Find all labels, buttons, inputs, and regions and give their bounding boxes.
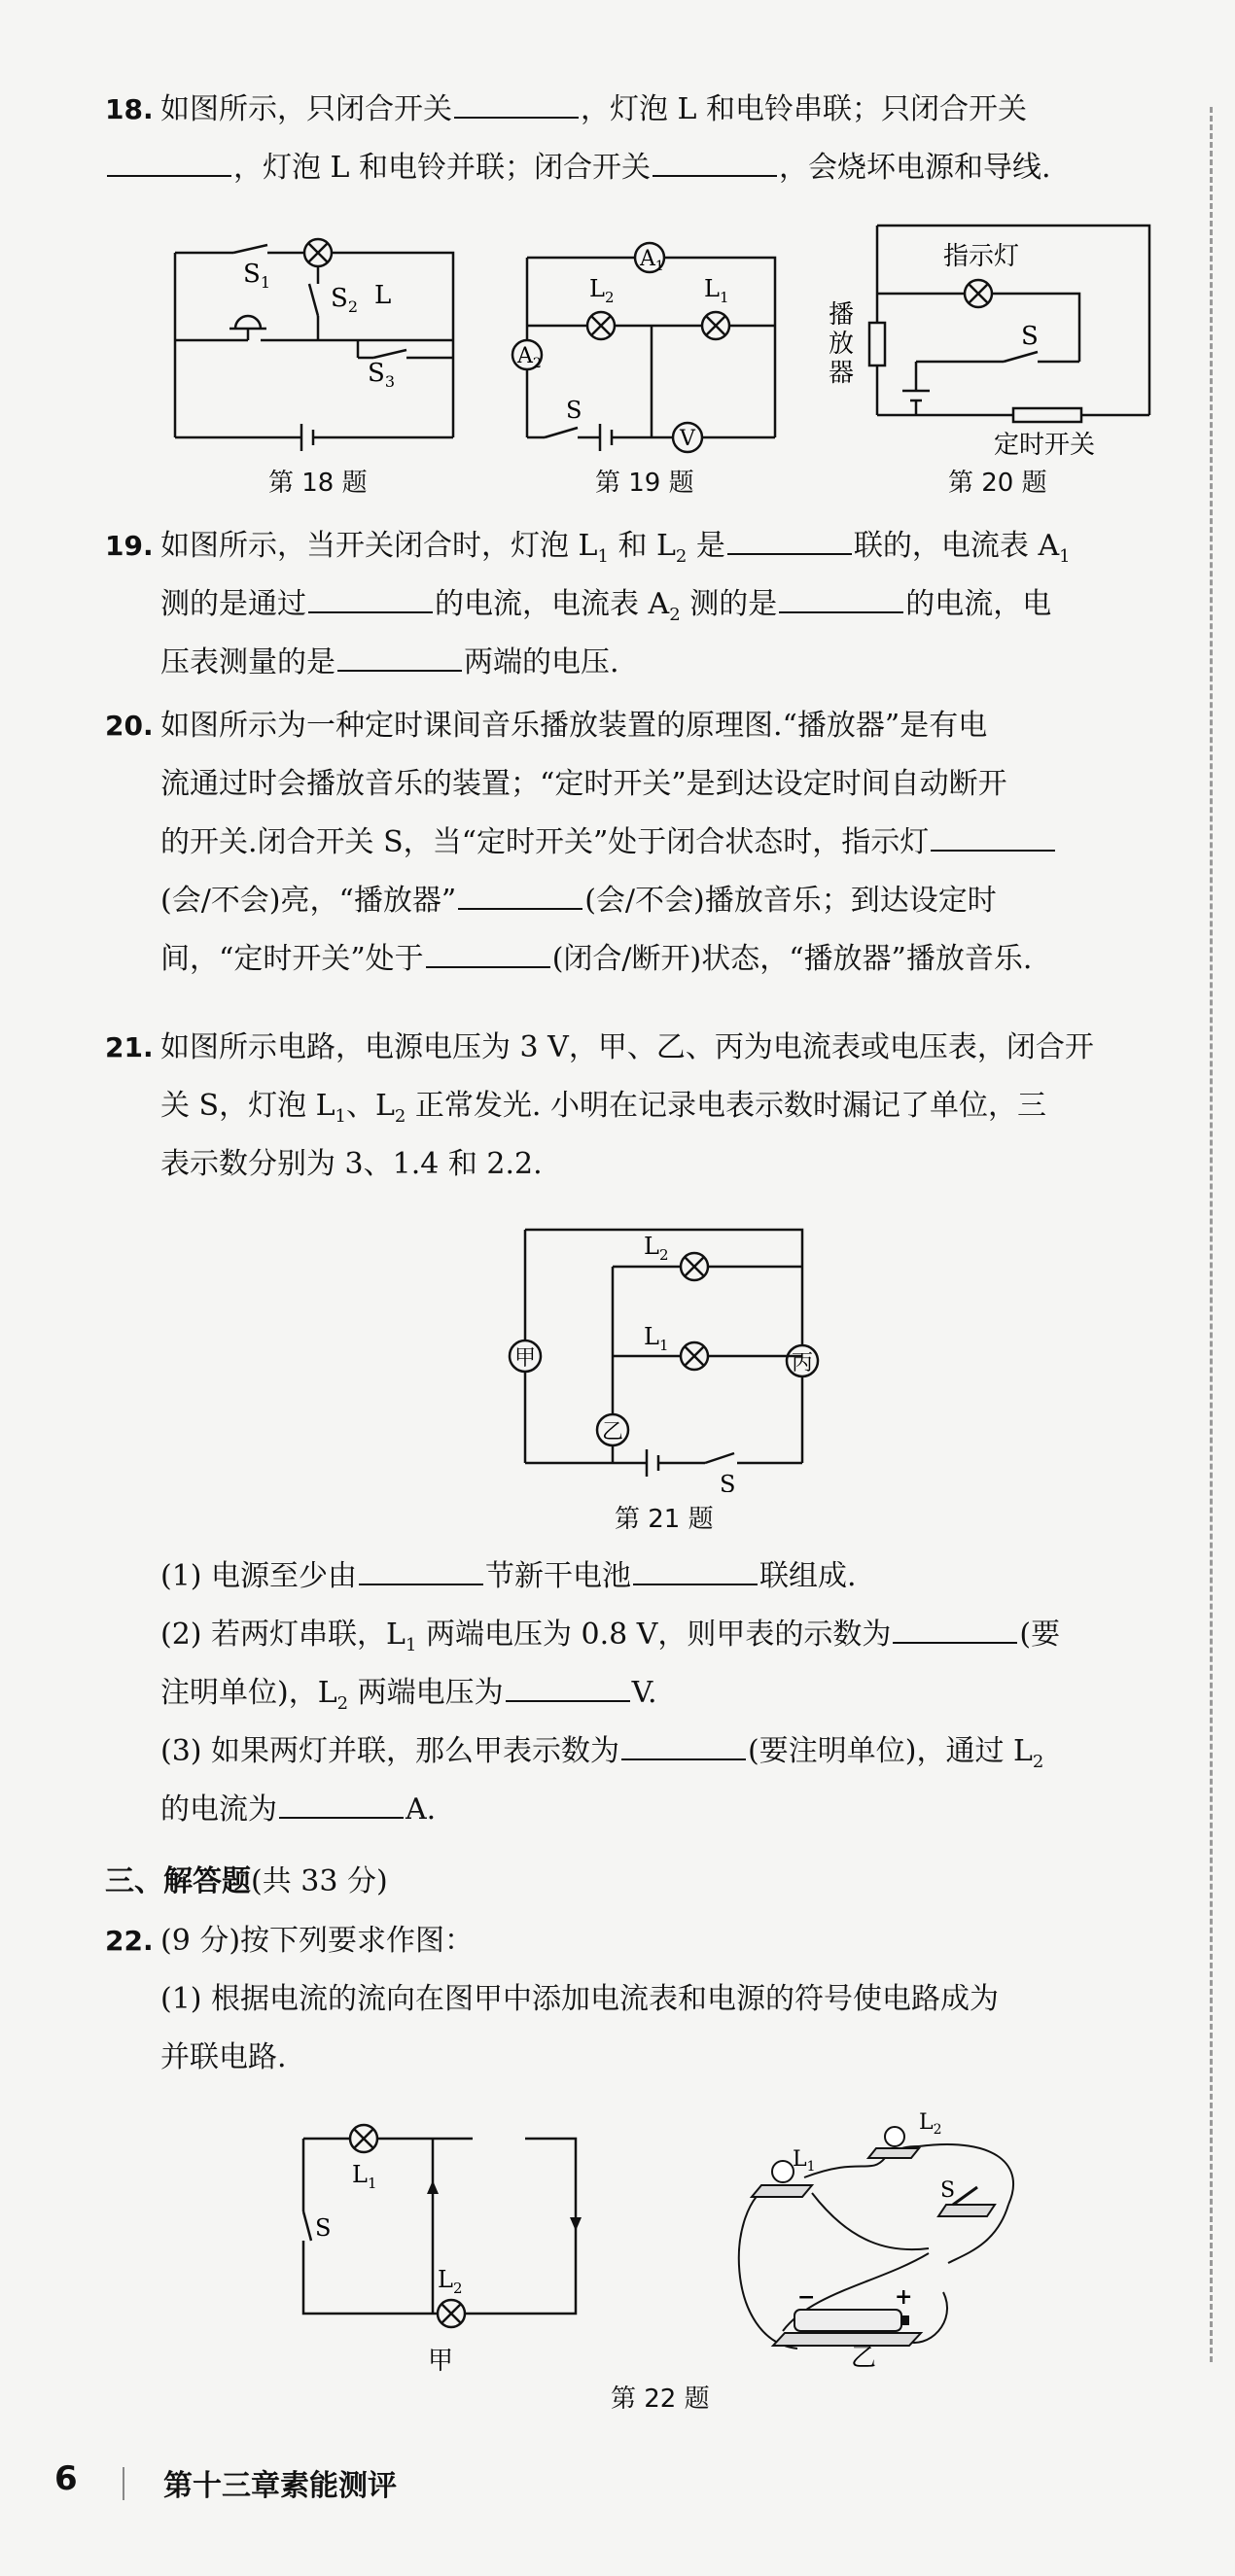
text: 、L	[346, 1089, 395, 1123]
text: (要注明单位)，通过 L	[748, 1734, 1033, 1768]
text: ，灯泡 L 和电铃串联；只闭合开关	[581, 92, 1027, 126]
text: V.	[631, 1676, 657, 1710]
question-number: 21.	[105, 1031, 154, 1063]
text: (会/不会)亮，“播放器”	[160, 884, 457, 918]
chapter-title: 第十三章素能测评	[163, 2469, 397, 2503]
subscript: 2	[1032, 1752, 1044, 1772]
text: ，灯泡 L 和电铃并联；闭合开关	[233, 151, 651, 185]
text: 联组成.	[759, 1559, 857, 1593]
switch-s-label: S	[566, 397, 582, 424]
text: 两端电压为	[348, 1676, 504, 1710]
answer-blank[interactable]	[458, 879, 582, 910]
text: 的电流为	[160, 1793, 277, 1827]
voltmeter-v-label: V	[680, 427, 695, 451]
text: (1) 根据电流的流向在图甲中添加电流表和电源的符号使电路成为	[160, 1982, 1000, 2016]
answer-blank[interactable]	[653, 146, 777, 177]
answer-blank[interactable]	[337, 641, 462, 672]
figure-21-circuit	[486, 1220, 836, 1492]
text: 正常发光. 小明在记录电表示数时漏记了单位，三	[406, 1089, 1046, 1123]
subscript: 2	[669, 605, 681, 625]
section-heading	[105, 1853, 388, 1911]
text: (闭合/断开)状态，“播放器”播放音乐.	[551, 942, 1033, 976]
answer-blank[interactable]	[454, 87, 579, 119]
text: 两端的电压.	[464, 645, 619, 679]
switch-s-label: S	[1021, 322, 1039, 351]
meter-jia-label: 甲	[514, 1346, 537, 1371]
lamp-l2-label: $L_2$	[644, 1233, 669, 1264]
figure-22-yi-physical-circuit	[705, 2107, 1036, 2370]
meter-bing-label: 丙	[792, 1351, 814, 1375]
section-points: (共 33 分)	[251, 1864, 388, 1898]
text: 节新干电池	[485, 1559, 632, 1593]
answer-blank[interactable]	[893, 1613, 1017, 1644]
section-title: 三、解答题	[105, 1864, 251, 1898]
text: 如图所示，当开关闭合时，灯泡 L	[160, 529, 598, 563]
question-21	[105, 1019, 1175, 1194]
timer-switch-label: 定时开关	[994, 431, 1096, 460]
text: 如图所示为一种定时课间音乐播放装置的原理图.“播放器”是有电	[160, 709, 988, 743]
question-19	[105, 517, 1175, 692]
text: 的开关.闭合开关 S，当“定时开关”处于闭合状态时，指示灯	[160, 825, 930, 859]
question-number: 22.	[105, 1925, 154, 1957]
figure-yi-label: 乙	[851, 2344, 877, 2370]
meter-yi-label: 乙	[602, 1420, 624, 1445]
indicator-lamp-label: 指示灯	[943, 242, 1020, 271]
text: 表示数分别为 3、1.4 和 2.2.	[160, 1147, 543, 1181]
text: 联的，电流表 A	[853, 529, 1060, 563]
ammeter-a2-label: $A_2$	[517, 344, 542, 371]
lamp-l1-label: $L_1$	[704, 275, 729, 306]
player-label-1: 播	[829, 300, 855, 330]
switch-s1-label: $S_1$	[243, 260, 270, 292]
text: (会/不会)播放音乐；到达设定时	[584, 884, 997, 918]
text: 和 L	[608, 529, 676, 563]
binding-edge	[1210, 107, 1216, 2362]
question-18	[105, 81, 1175, 197]
text: 并联电路.	[160, 2040, 287, 2074]
switch-s2-label: $S_2$	[331, 284, 358, 316]
answer-blank[interactable]	[308, 582, 433, 613]
question-number: 18.	[105, 93, 154, 125]
answer-blank[interactable]	[621, 1729, 746, 1760]
switch-s-label: S	[315, 2214, 332, 2242]
answer-blank[interactable]	[359, 1554, 483, 1585]
figure-18-caption: 第 18 题	[268, 469, 368, 498]
text: (2) 若两灯串联，L	[160, 1618, 406, 1652]
text: 关 S，灯泡 L	[160, 1089, 335, 1123]
answer-blank[interactable]	[931, 820, 1055, 852]
text: 测的是	[680, 587, 778, 621]
lamp-l2-label: $L_2$	[589, 275, 615, 306]
current-arrow-up-icon	[427, 2180, 439, 2194]
answer-blank[interactable]	[426, 937, 550, 968]
subscript: 2	[675, 546, 688, 567]
figure-18-circuit	[165, 224, 467, 467]
figure-19-circuit	[508, 233, 799, 467]
player-label-2: 放	[829, 330, 855, 359]
text: 是	[687, 529, 725, 563]
lamp-l2-holder	[868, 2127, 919, 2158]
question-20	[105, 697, 1175, 989]
switch-s3-label: $S_3$	[368, 359, 395, 391]
subscript: 1	[597, 546, 609, 567]
text: 注明单位)，L	[160, 1676, 337, 1710]
lamp-l2-label: $L_2$	[438, 2266, 463, 2297]
text: 的电流，电流表 A	[435, 587, 670, 621]
answer-blank[interactable]	[279, 1788, 404, 1819]
lamp-l1-label: $L_1$	[352, 2161, 377, 2192]
player-label-3: 器	[829, 359, 855, 388]
text: (要	[1019, 1618, 1061, 1652]
figure-22-caption: 第 22 题	[611, 2385, 710, 2414]
figure-21-caption: 第 21 题	[615, 1505, 714, 1534]
battery-minus-label: −	[797, 2284, 816, 2310]
page-number: 6	[54, 2459, 78, 2498]
text: 流通过时会播放音乐的装置；“定时开关”是到达设定时间自动断开	[160, 767, 1007, 801]
text: (3) 如果两灯并联，那么甲表示数为	[160, 1734, 620, 1768]
text: 的电流，电	[905, 587, 1052, 621]
question-number: 20.	[105, 710, 154, 742]
figure-19-caption: 第 19 题	[595, 469, 694, 498]
question-21-parts	[160, 1548, 1175, 1839]
lamp-l2-label: $L_2$	[919, 2110, 942, 2138]
battery-holder	[773, 2310, 921, 2346]
lamp-l-label: L	[374, 281, 392, 310]
footer-divider	[123, 2467, 124, 2500]
ammeter-a1-label: $A_1$	[640, 247, 664, 274]
answer-blank[interactable]	[727, 524, 852, 555]
text: 压表测量的是	[160, 645, 335, 679]
subscript: 1	[1059, 546, 1071, 567]
answer-blank[interactable]	[107, 146, 231, 177]
switch-s-label: S	[720, 1471, 736, 1492]
figure-20-caption: 第 20 题	[948, 469, 1047, 498]
answer-blank[interactable]	[633, 1554, 758, 1585]
subscript: 1	[405, 1635, 417, 1655]
current-arrow-down-icon	[570, 2217, 582, 2231]
subscript: 1	[335, 1106, 346, 1127]
text: 测的是通过	[160, 587, 306, 621]
answer-blank[interactable]	[506, 1671, 630, 1702]
question-22	[105, 1912, 1175, 2087]
text: 两端电压为 0.8 V，则甲表的示数为	[416, 1618, 892, 1652]
text: 如图所示电路，电源电压为 3 V，甲、乙、丙为电流表或电压表，闭合开	[160, 1030, 1094, 1064]
answer-blank[interactable]	[779, 582, 903, 613]
text: (9 分)按下列要求作图：	[160, 1924, 475, 1958]
battery-plus-label: +	[895, 2284, 913, 2310]
lamp-l1-label: $L_1$	[793, 2147, 816, 2175]
text: (1) 电源至少由	[160, 1559, 358, 1593]
lamp-l1-label: $L_1$	[644, 1323, 669, 1354]
text: 如图所示，只闭合开关	[160, 92, 452, 126]
subscript: 2	[394, 1106, 406, 1127]
figure-20-circuit	[829, 216, 1159, 469]
question-number: 19.	[105, 530, 154, 562]
figure-22-jia-circuit	[292, 2114, 603, 2377]
text: A.	[406, 1793, 437, 1827]
text: 间，“定时开关”处于	[160, 942, 424, 976]
text: ，会烧坏电源和导线.	[779, 151, 1051, 185]
subscript: 2	[336, 1693, 349, 1714]
figure-jia-label: 甲	[428, 2347, 454, 2376]
switch-s-label: S	[940, 2178, 956, 2203]
